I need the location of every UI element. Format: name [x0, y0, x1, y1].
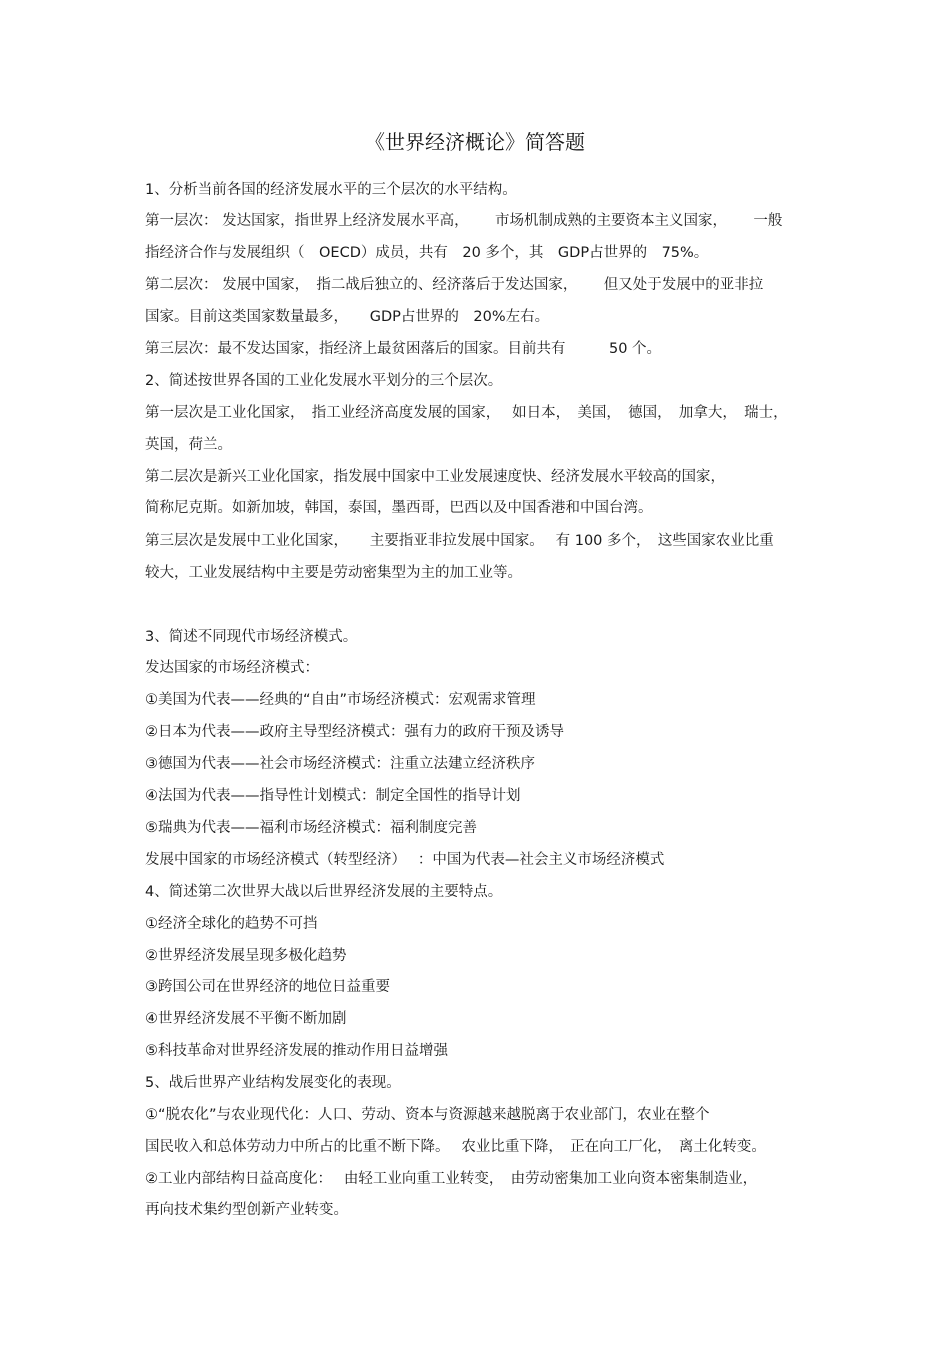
list-item: ④法国为代表——指导性计划模式：制定全国性的指导计划 [145, 788, 521, 804]
text-line: 国家。目前这类国家数量最多， GDP占世界的 20%左右。 [145, 309, 550, 325]
text-line: 较大，工业发展结构中主要是劳动密集型为主的加工业等。 [145, 565, 522, 581]
text-line: 再向技术集约型创新产业转变。 [145, 1202, 348, 1218]
text-line: 指经济合作与发展组织（ OECD）成员，共有 20 多个，其 GDP占世界的 75%。 [145, 245, 709, 261]
list-item: ②工业内部结构日益高度化： 由轻工业向重工业转变， 由劳动密集加工业向资本密集制造业， [145, 1171, 758, 1187]
page-title: 《世界经济概论》简答题 [365, 130, 585, 154]
question-3-heading: 3、简述不同现代市场经济模式。 [145, 629, 358, 645]
text-line: 第一层次： 发达国家，指世界上经济发展水平高， 市场机制成熟的主要资本主义国家， 一般 [145, 213, 783, 229]
question-5-heading: 5、战后世界产业结构发展变化的表现。 [145, 1075, 401, 1091]
text-line: 第二层次是新兴工业化国家，指发展中国家中工业发展速度快、经济发展水平较高的国家， [145, 469, 725, 485]
list-item: ①经济全球化的趋势不可挡 [145, 916, 318, 932]
list-item: ②世界经济发展呈现多极化趋势 [145, 948, 347, 964]
text-line: 发达国家的市场经济模式： [145, 660, 319, 676]
list-item: ②日本为代表——政府主导型经济模式：强有力的政府干预及诱导 [145, 724, 564, 740]
text-line: 第一层次是工业化国家， 指工业经济高度发展的国家， 如日本， 美国， 德国， 加拿大， 瑞士， [145, 405, 788, 421]
text-line: 第三层次：最不发达国家，指经济上最贫困落后的国家。目前共有 50 个。 [145, 341, 662, 357]
text-line: 英国，荷兰。 [145, 437, 232, 453]
list-item: ④世界经济发展不平衡不断加剧 [145, 1011, 347, 1027]
list-item: ③德国为代表——社会市场经济模式：注重立法建立经济秩序 [145, 756, 535, 772]
text-line: 国民收入和总体劳动力中所占的比重不断下降。 农业比重下降， 正在向工厂化， 离土化转变。 [145, 1139, 766, 1155]
list-item: ③跨国公司在世界经济的地位日益重要 [145, 979, 390, 995]
list-item: ⑤瑞典为代表——福利市场经济模式：福利制度完善 [145, 820, 477, 836]
text-line: 第三层次是发展中工业化国家， 主要指亚非拉发展中国家。 有 100 多个， 这些国家农业比重 [145, 533, 774, 549]
question-4-heading: 4、简述第二次世界大战以后世界经济发展的主要特点。 [145, 884, 503, 900]
question-2-heading: 2、简述按世界各国的工业化发展水平划分的三个层次。 [145, 373, 503, 389]
text-line: 发展中国家的市场经济模式（转型经济） ：中国为代表—社会主义市场经济模式 [145, 852, 665, 868]
list-item: ①“脱农化”与农业现代化：人口、劳动、资本与资源越来越脱离于农业部门，农业在整个 [145, 1107, 710, 1123]
list-item: ①美国为代表——经典的“自由”市场经济模式：宏观需求管理 [145, 692, 536, 708]
question-1-heading: 1、分析当前各国的经济发展水平的三个层次的水平结构。 [145, 182, 517, 198]
text-line: 简称尼克斯。如新加坡，韩国，泰国，墨西哥，巴西以及中国香港和中国台湾。 [145, 500, 653, 516]
list-item: ⑤科技革命对世界经济发展的推动作用日益增强 [145, 1043, 448, 1059]
text-line: 第二层次： 发展中国家， 指二战后独立的、经济落后于发达国家， 但又处于发展中的亚非拉 [145, 277, 764, 293]
